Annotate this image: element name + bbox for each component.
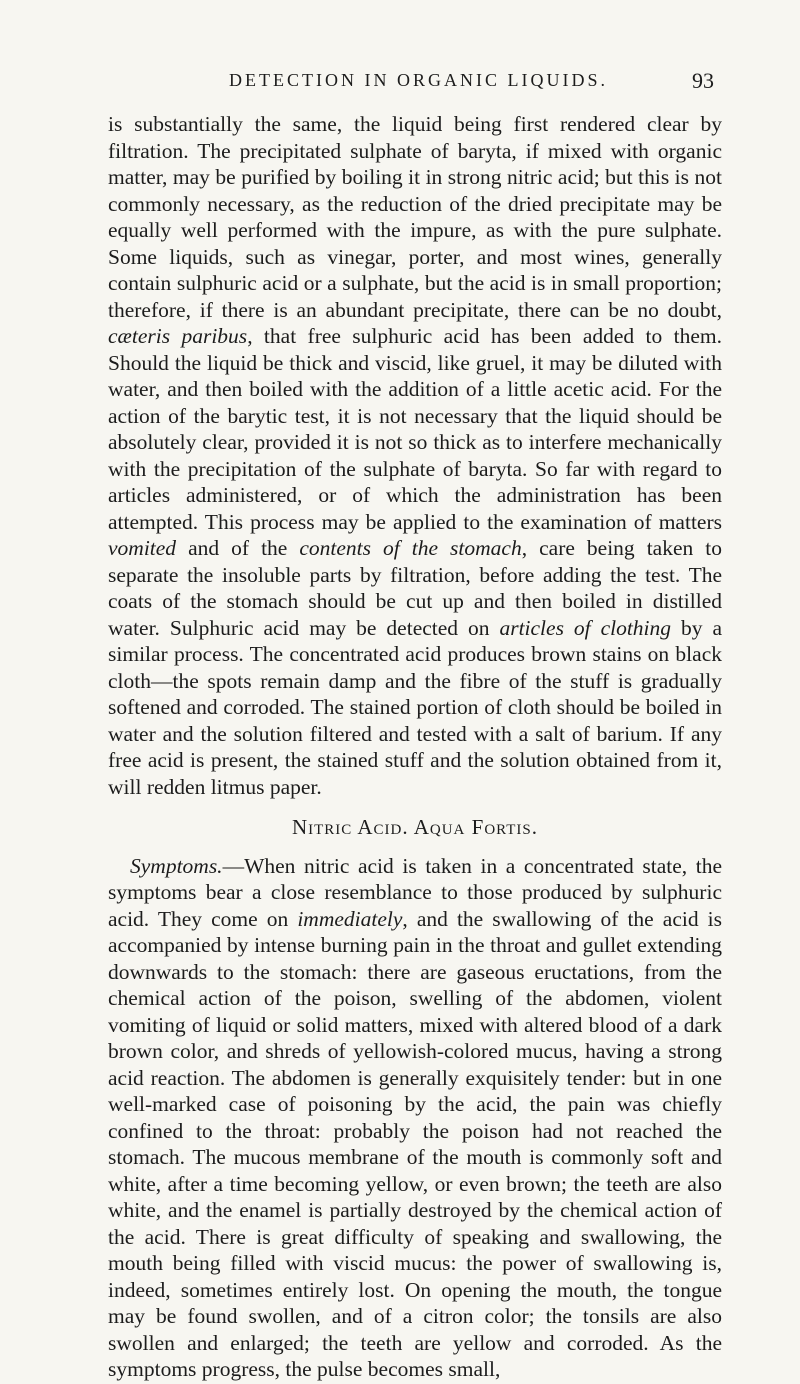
paragraph-sulphuric-acid-detection <box>108 111 722 800</box>
text-run: by a similar process. The concentrated acid produces brown stains on black cloth—the spots remain damp and the fibre of the stuff is gradually softened and corroded. The stained portion of cloth should be boiled in water and the solution filtered and tested with a salt of barium. If any free acid is present, the stained stuff and the solution obtained from it, will redden litmus paper. <box>108 615 722 799</box>
italic-run: cæteris paribus <box>108 324 248 348</box>
italic-run: immediately <box>297 906 403 931</box>
text-run: , care being taken to separate the insoluble parts by filtration, before adding the test. The coats of the stomach should be cut up and then boiled in distilled water. Sulphuric acid may be detected on <box>108 536 722 640</box>
page-header <box>123 68 714 98</box>
text-run: —When nitric acid is taken in a concentrated state, the symptoms bear a close resemblance to those produced by sulphuric acid. They come on <box>108 853 722 931</box>
italic-run: articles of clothing <box>499 615 672 640</box>
section-heading: Nitric Acid. Aqua Fortis. <box>291 815 539 839</box>
italic-run: vomited <box>108 536 177 560</box>
text-run: , and the swallowing of the acid is accompanied by intense burning pain in the throat and gullet extending downwards to the stomach: there are gaseous eructations, from the chemical action of the poison, swelling of the abdomen, violent vomiting of liquid or solid matters, mixed with altered blood of a dark brown color, and shreds of yellowish-colored mucus, having a strong acid reaction. The abdomen is generally exquisitely tender: but in one well-marked case of poisoning by the acid, the pain was chiefly confined to the throat: probably the poison had not reached the stomach. The mucous membrane of the mouth is commonly soft and white, after a time becoming yellow, or even brown; the teeth are also white, and the enamel is partially destroyed by the chemical action of the acid. There is great difficulty of speaking and swallowing, the mouth being filled with viscid mucus: the power of swallowing is, indeed, sometimes entirely lost. On opening the mouth, the tongue may be found swollen, and of a citron color; the tonsils are also swollen and enlarged; the teeth are yellow and corroded. As the symptoms progress, the pulse becomes small, <box>108 906 722 1381</box>
italic-lead: Symptoms. <box>130 853 223 878</box>
running-head: DETECTION IN ORGANIC LIQUIDS. <box>229 70 608 90</box>
text-run: , that free sulphuric acid has been added to them. Should the liquid be thick and viscid, like gruel, it may be diluted with water, and then boiled with the addition of a little acetic acid. For the action of the barytic test, it is not necessary that the liquid should be absolutely clear, provided it is not so thick as to interfere mechanically with the precipitation of the sulphate of baryta. So far with regard to articles administered, or of which the administration has been attempted. This process may be applied to the examination of matters <box>108 324 722 534</box>
text-run: and of the <box>176 536 300 560</box>
paragraph-nitric-acid-symptoms <box>108 853 722 1383</box>
italic-run: contents of the stomach <box>299 536 522 560</box>
body-text <box>108 111 722 1383</box>
text-run: is substantially the same, the liquid being first rendered clear by filtration. The precipitated sulphate of baryta, if mixed with organic matter, may be purified by boiling it in strong nitric acid; but this is not commonly necessary, as the reduction of the dried precipitate may be equally well performed with the impure, as with the pure sulphate. Some liquids, such as vinegar, porter, and most wines, generally contain sulphuric acid or a sulphate, but the acid is in small proportion; therefore, if there is an abundant precipitate, there can be no doubt, <box>108 112 722 322</box>
page-number: 93 <box>692 68 714 93</box>
